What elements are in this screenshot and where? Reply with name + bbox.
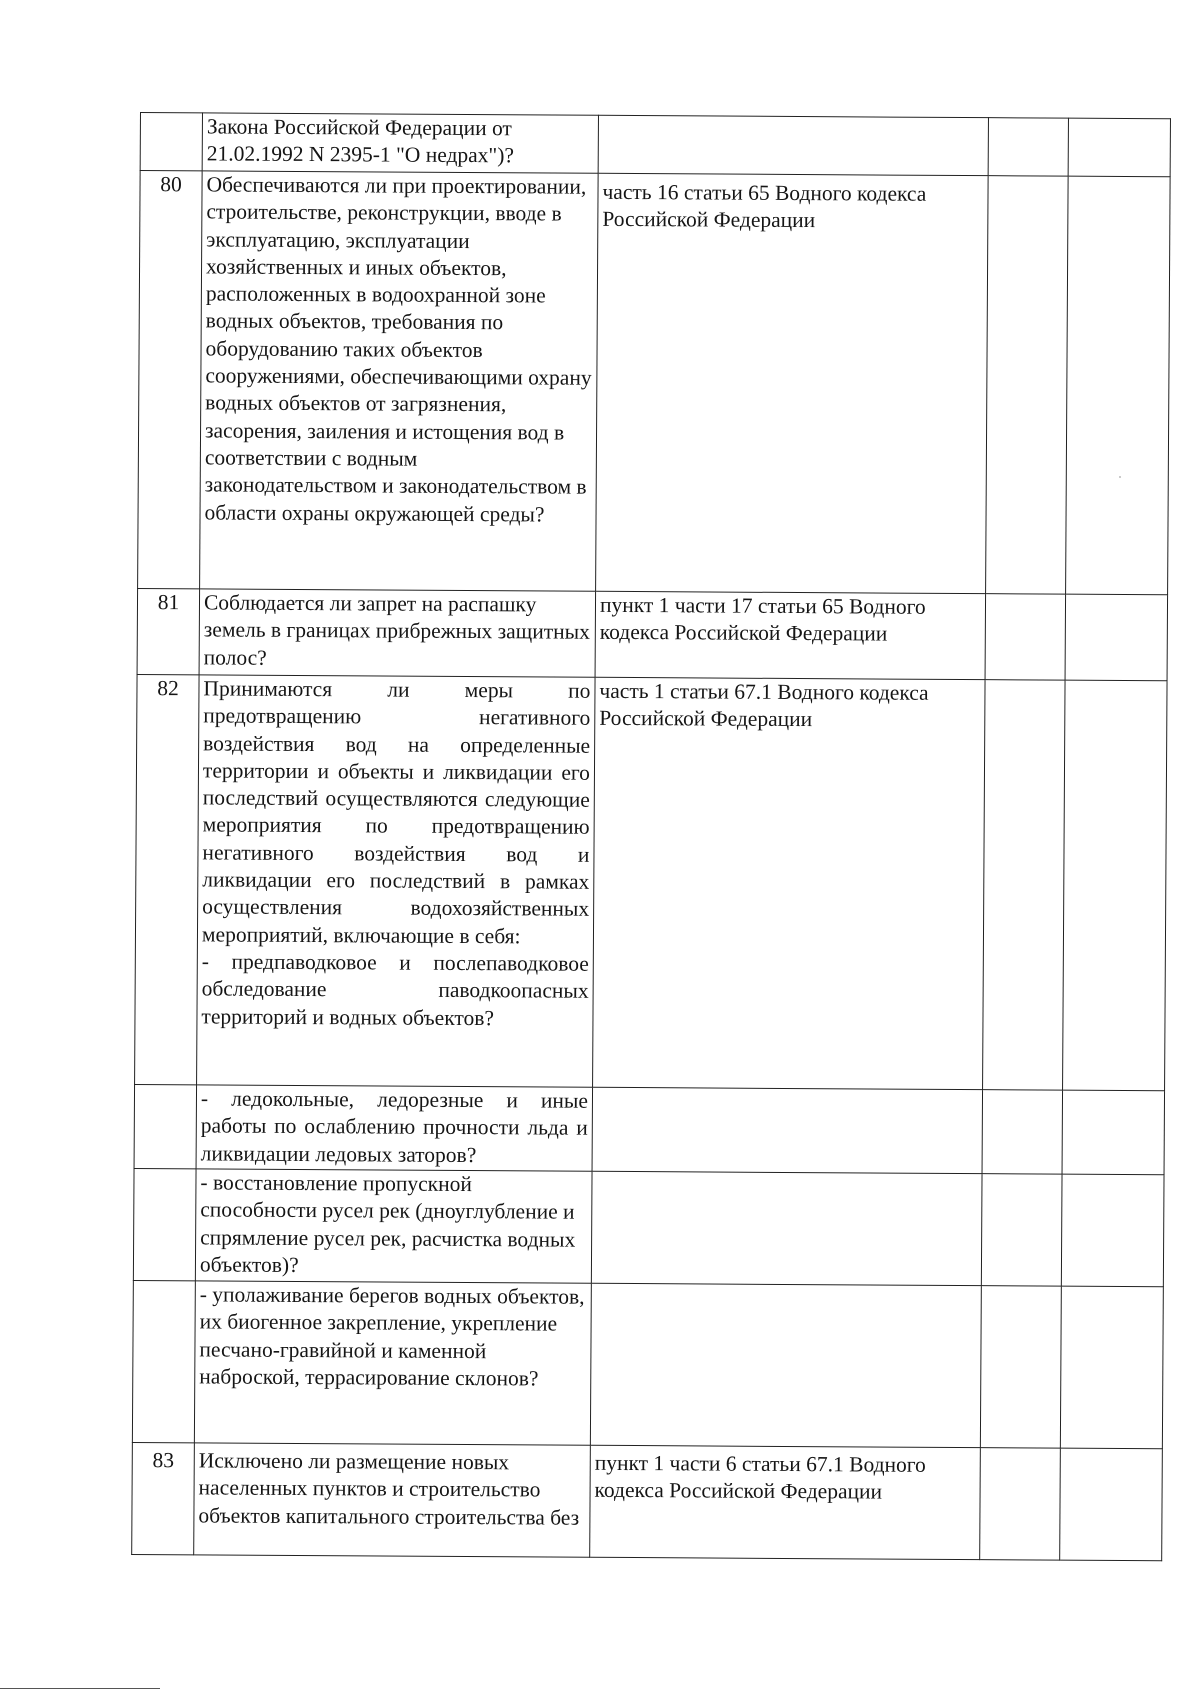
table-row — [138, 171, 1171, 595]
legal-reference: пункт 1 части 6 статьи 67.1 Водного кодекса Российской Федерации — [590, 1445, 981, 1559]
table-row — [135, 674, 1167, 1090]
answer-cell — [1065, 594, 1168, 681]
legal-reference: часть 1 статьи 67.1 Водного кодекса Российской Федерации — [593, 677, 985, 1089]
table-row — [137, 588, 1168, 680]
answer-cell — [1068, 118, 1170, 177]
answer-cell — [980, 1448, 1061, 1560]
row-number — [132, 1280, 195, 1442]
legal-reference — [591, 1171, 982, 1285]
row-number: 83 — [132, 1442, 195, 1554]
row-number: 81 — [137, 588, 200, 674]
answer-cell — [1060, 1448, 1163, 1561]
legal-reference: часть 16 статьи 65 Водного кодекса Российской Федерации — [596, 173, 989, 593]
question-text: Принимаются ли меры по предотвращению негативного воздействия вод на определенные территории и объекты и ликвидации его последствий осуществляются следующие мероприятия по предотвращению негативного воздействия вод и ликвидации его последствий в рамках осуществления водохозяйственных мероприятий, включающие в себя: - предпаводковое и послепаводковое обследование паводкоопасных территорий и водных объектов? — [197, 675, 595, 1087]
footnote-rule — [0, 1688, 160, 1689]
question-text: Исключено ли размещение новых населенных пунктов и строительство объектов капитального строительства без — [194, 1443, 591, 1557]
answer-cell — [982, 1090, 1063, 1174]
answer-cell — [1060, 1286, 1163, 1449]
question-text: - ледокольные, ледорезные и иные работы по ослаблению прочности льда и ликвидации ледовых заторов? — [196, 1085, 593, 1171]
answer-cell — [981, 1174, 1062, 1286]
answer-cell — [1062, 1090, 1165, 1175]
inspection-checklist-table — [131, 112, 1171, 1561]
answer-cell — [983, 680, 1066, 1090]
row-number — [140, 113, 202, 171]
table-row — [140, 113, 1170, 177]
row-number: 82 — [135, 674, 200, 1084]
answer-cell — [980, 1286, 1061, 1448]
answer-cell — [986, 176, 1069, 594]
answer-cell — [988, 118, 1068, 176]
answer-cell — [1061, 1174, 1164, 1287]
answer-cell — [985, 594, 1066, 680]
legal-reference — [592, 1087, 983, 1173]
row-number — [133, 1168, 196, 1280]
row-number — [134, 1084, 197, 1168]
answer-cell — [1066, 176, 1171, 595]
legal-reference — [590, 1283, 981, 1447]
question-text: Обеспечиваются ли при проектировании, строительстве, реконструкции, вводе в эксплуатацию, эксплуатации хозяйственных и иных объектов, расположенных в водоохранной зоне водных объектов, требования по оборудованию таких объектов сооружениями, обеспечивающими охрану водных объектов от загрязнения, засорения, заиления и истощения вод в соответствии с водным законодательством и законодательством в области охраны окружающей среды? — [200, 171, 599, 591]
question-text: Соблюдается ли запрет на распашку земель в границах прибрежных защитных полос? — [199, 589, 596, 677]
table-row — [132, 1442, 1163, 1560]
question-text: - уполаживание берегов водных объектов, их биогенное закрепление, укрепление песчано-гравийной и каменной наброской, террасирование склонов? — [194, 1281, 591, 1445]
question-text: Закона Российской Федерации от 21.02.1992 N 2395-1 "О недрах")? — [202, 113, 598, 173]
scan-speck — [1119, 476, 1121, 478]
legal-reference — [598, 115, 988, 175]
answer-cell — [1063, 680, 1168, 1091]
row-number: 80 — [138, 171, 203, 589]
table-row — [132, 1280, 1163, 1448]
legal-reference: пункт 1 части 17 статьи 65 Водного кодекса Российской Федерации — [595, 591, 986, 679]
table-row — [133, 1168, 1164, 1286]
table-row — [134, 1084, 1164, 1174]
question-text: - восстановление пропускной способности русел рек (дноуглубление и спрямление русел рек, расчистка водных объектов)? — [195, 1169, 592, 1283]
